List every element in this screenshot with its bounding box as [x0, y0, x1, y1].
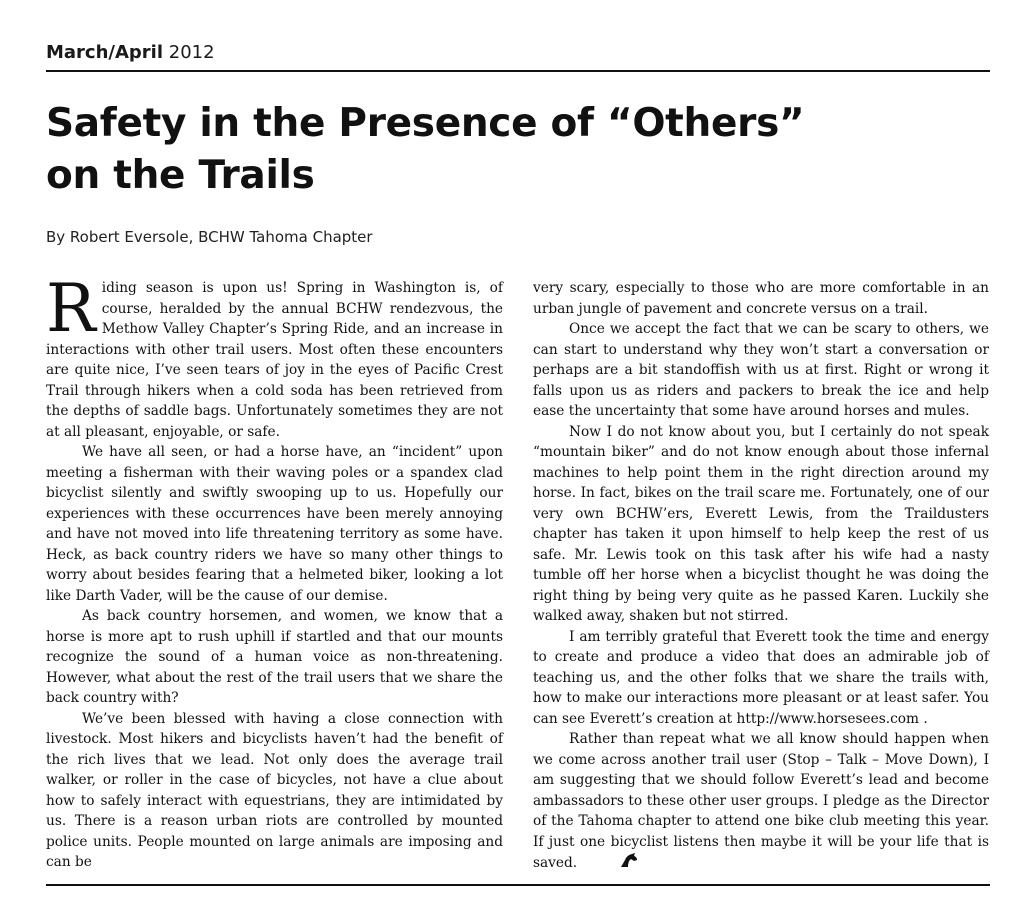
paragraph	[533, 729, 989, 875]
issue-header	[46, 42, 988, 63]
paragraph: We’ve been blessed with having a close connection with livestock. Most hikers and bicyclists haven’t had the benefit of the rich lives that we lead. Not only does the average trail walker, or roller in the case of bicycles, not have a clue about how to safely interact with equestrians, they are intimidated by us. There is a reason urban riots are controlled by mounted police units. People mounted on large animals are imposing and can be	[46, 710, 503, 870]
article-title	[46, 98, 986, 202]
issue-label: March/April	[46, 42, 164, 63]
paragraph: Now I do not know about you, but I certainly do not speak “mountain biker” and do not know enough about those infernal machines to help point them in the right direction around my horse. In fact, bikes on the trail scare me. Fortunately, one of our very own BCHW’ers, Everett Lewis, from the Traildusters chapter has taken it upon himself to help keep the rest of us safe. Mr. Lewis took on this task after his wife had a nasty tumble off her horse when a bicyclist thought he was doing the right thing by being very quite as he passed Karen. Luckily she walked away, shaken but not stirred.	[533, 423, 989, 624]
paragraph: As back country horsemen, and women, we know that a horse is more apt to rush uphill if startled and that our mounts recognize the sound of a human voice as non-threatening. However, what about the rest of the trail users that we share the back country with?	[46, 608, 503, 706]
drop-cap: R	[46, 270, 96, 347]
paragraph: We have all seen, or had a horse have, an “incident” upon meeting a fisherman with their waving poles or a spandex clad bicyclist silently and swiftly swooping up to us. Hopefully our experiences with these occurrences have been merely annoying and have not moved into life threatening territory as some have. Heck, as back country riders we have so many other things to worry about besides fearing that a helmeted biker, looking a lot like Darth Vader, will be the cause of our demise.	[46, 444, 503, 604]
horse-head-end-mark-icon	[583, 852, 639, 875]
right-column	[533, 278, 989, 875]
byline: By Robert Eversole, BCHW Tahoma Chapter	[46, 228, 373, 246]
left-column	[46, 270, 503, 873]
paragraph: I am terribly grateful that Everett took the time and energy to create and produce a video that does an admirable job of teaching us, and the other folks that we share the trails with, how to make our interactions more pleasant or at least safer. You can see Everett’s creation at http://www.horsesees.com .	[533, 628, 989, 727]
paragraph: Once we accept the fact that we can be scary to others, we can start to understand why they won’t start a conversation or perhaps are a bit standoffish with us at first. Right or wrong it falls upon us as riders and packers to break the ice and help ease the uncertainty that some have around horses and mules.	[533, 321, 989, 419]
issue-year: 2012	[168, 42, 215, 63]
paragraph	[46, 270, 503, 442]
title-line-1: Safety in the Presence of “Others”	[46, 101, 805, 146]
top-rule	[46, 70, 990, 72]
title-line-2: on the Trails	[46, 153, 315, 198]
bottom-rule	[46, 884, 990, 886]
paragraph-text: iding season is upon us! Spring in Washington is, of course, heralded by the annual BCHW rendezvous, the Methow Valley Chapter’s Spring Ride, and an increase in interactions with other trail users. Most often these encounters are quite nice, I’ve seen tears of joy in the eyes of Pacific Crest Trail through hikers when a cold soda has been retrieved from the depths of saddle bags. Unfortunately sometimes they are not at all pleasant, enjoyable, or safe.	[46, 280, 503, 440]
paragraph: very scary, especially to those who are more comfortable in an urban jungle of pavement and concrete versus on a trail.	[533, 280, 989, 317]
paragraph-text: Rather than repeat what we all know should happen when we come across another trail user (Stop – Talk – Move Down), I am suggesting that we should follow Everett’s lead and become ambassadors to these other user groups. I pledge as the Director of the Tahoma chapter to attend one bike club meeting this year. If just one bicyclist listens then maybe it will be your life that is saved.	[533, 731, 989, 871]
